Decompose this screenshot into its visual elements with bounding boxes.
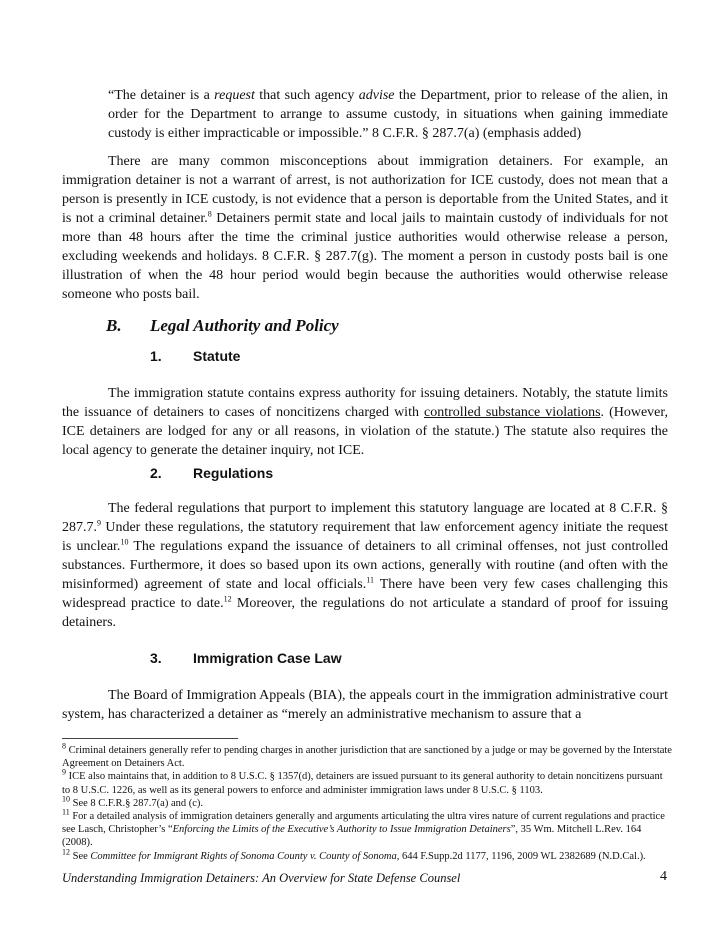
footnote-ref-11: 11 [366, 575, 374, 585]
section-b-letter: B. [106, 316, 122, 335]
footnote-8: $^8$ Criminal detainers generally refer to pending charges in another jurisdiction that are sanctioned by a judge or may be governed by the Interstate Agreement on Detainers Act. [62, 741, 672, 770]
statute-paragraph: The immigration statute contains express authority for issuing detainers. Notably, the statute limits the issuance of detainers to cases of noncitizens charged with controlled substance violations. (However, ICE detainers are lodged for any or all reasons, in violation of the statute.) The statute also requires the local agency to generate the detainer inquiry, not ICE. [62, 386, 668, 458]
subsection-1-number: 1. [150, 348, 162, 364]
page-number: 4 [660, 869, 667, 884]
footnote-ref-12: 12 [223, 594, 232, 604]
block-quote: “The detainer is a request that such agency advise the Department, prior to release of the alien, in order for the Department to arrange to assume custody, in situations when gaining immediate custody is either impracticable or impossible.” 8 C.F.R. § 287.7(a) (emphasis added) [108, 88, 668, 141]
footnote-10: $^{10}$ See 8 C.F.R.§ 287.7(a) and (c). [62, 794, 204, 809]
underlined-phrase: controlled substance violations [424, 405, 601, 420]
page-footer-title: Understanding Immigration Detainers: An Overview for State Defense Counsel [62, 871, 461, 885]
footnote-ref-8: 8 [207, 209, 212, 219]
footnote-9: $^9$ ICE also maintains that, in addition to 8 U.S.C. § 1357(d), detainers are issued pursuant to its general authority to detain noncitizens pursuant to 8 U.S.C. 1226, as well as its general powers to enforce and administer immigration laws under 8 U.S.C. § 1103. [62, 767, 663, 796]
footnote-ref-10: 10 [120, 537, 129, 547]
subsection-3-number: 3. [150, 650, 162, 666]
footnotes [62, 741, 672, 863]
regulations-paragraph: The federal regulations that purport to implement this statutory language are located at 8 C.F.R. § 287.7.$^9$ Under these regulations, the statutory requirement that law enforcement agency initiate the request is unclear.$^{10}$ The regulations expand the issuance of detainers to all criminal offenses, not just controlled substances. Furthermore, it does so based upon its own actions, generally with routine (and often with the misinformed) agreement of state and local officials.$^{11}$ There have been very few cases challenging this widespread practice to date.$^{12}$ Moreover, the regulations do not articulate a standard of proof for issuing detainers. [62, 501, 669, 630]
footnote-separator [62, 738, 238, 739]
subsection-2-number: 2. [150, 465, 162, 481]
case-law-paragraph: The Board of Immigration Appeals (BIA), the appeals court in the immigration administrative court system, has characterized a detainer as “merely an administrative mechanism to assure that a [62, 688, 668, 722]
subsection-3-title: Immigration Case Law [193, 650, 342, 666]
subsection-1-title: Statute [193, 348, 241, 364]
subsection-2-title: Regulations [193, 465, 274, 481]
section-b-title: Legal Authority and Policy [150, 316, 339, 335]
footnote-11: $^{11}$ For a detailed analysis of immigration detainers generally and arguments articulating the ultra vires nature of current regulations and practice see Lasch, Christopher’s “Enforcing the Limits of the Executive’s Authority to Issue Immigration Detainers”, 35 Wm. Mitchell L.Rev. 164 (2008). [62, 807, 665, 849]
footnote-12: $^{12}$ See Committee for Immigrant Rights of Sonoma County v. County of Sonoma, 644 F.Supp.2d 1177, 1196, 2009 WL 2382689 (N.D.Cal.). [62, 847, 646, 862]
footnote-ref-9: 9 [97, 518, 101, 528]
misconceptions-paragraph: There are many common misconceptions about immigration detainers. For example, an immigration detainer is not a warrant of arrest, is not authorization for ICE custody, does not mean that a person is presently in ICE custody, is not evidence that a person is deportable from the United States, and it is not a criminal detainer.$^8$ Detainers permit state and local jails to maintain custody of individuals for not more than 48 hours after the time the criminal justice authorities would otherwise release a person, excluding weekends and holidays. 8 C.F.R. § 287.7(g). The moment a person in custody posts bail is one illustration of when the 48 hour period would begin because the authorities would otherwise release someone who posts bail. [62, 154, 668, 302]
